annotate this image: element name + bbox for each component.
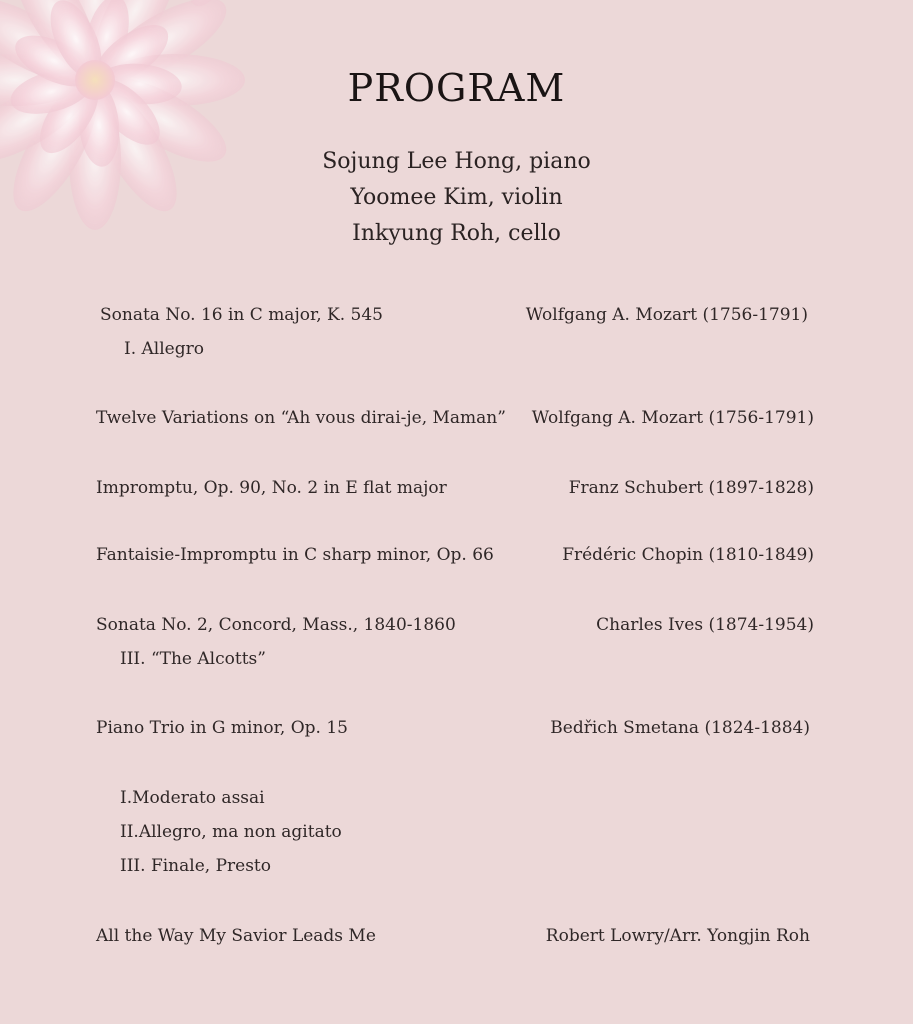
work-title: Fantaisie-Impromptu in C sharp minor, Op. 66 <box>96 545 494 565</box>
movement: I.Moderato assai <box>120 788 265 808</box>
movement: III. Finale, Presto <box>120 856 271 876</box>
program-item <box>96 608 814 676</box>
composer: Wolfgang A. Mozart (1756-1791) <box>525 305 808 325</box>
work-title: Twelve Variations on “Ah vous dirai-je, Maman” <box>96 408 506 428</box>
movement-list <box>96 781 814 883</box>
program-item <box>96 919 810 953</box>
performers-list <box>0 144 913 252</box>
composer: Frédéric Chopin (1810-1849) <box>562 545 814 565</box>
movement: II.Allegro, ma non agitato <box>120 822 342 842</box>
composer: Bedřich Smetana (1824-1884) <box>550 718 810 738</box>
performer-violin: Yoomee Kim, violin <box>350 185 563 210</box>
page-title: PROGRAM <box>347 66 566 110</box>
work-title: Sonata No. 16 in C major, K. 545 <box>100 305 383 325</box>
composer: Robert Lowry/Arr. Yongjin Roh <box>545 926 810 946</box>
performer-cello: Inkyung Roh, cello <box>352 221 561 246</box>
movement: I. Allegro <box>124 339 204 359</box>
movement: III. “The Alcotts” <box>120 649 266 669</box>
work-title: Piano Trio in G minor, Op. 15 <box>96 718 348 738</box>
program-item <box>96 538 814 572</box>
composer: Franz Schubert (1897-1828) <box>568 478 814 498</box>
composer: Wolfgang A. Mozart (1756-1791) <box>531 408 814 428</box>
program-item <box>96 471 814 505</box>
program-item <box>96 711 810 745</box>
program-item <box>96 401 814 435</box>
performer-piano: Sojung Lee Hong, piano <box>322 149 591 174</box>
program-item <box>100 298 808 366</box>
work-title: All the Way My Savior Leads Me <box>96 926 376 946</box>
work-title: Impromptu, Op. 90, No. 2 in E flat major <box>96 478 447 498</box>
composer: Charles Ives (1874-1954) <box>596 615 814 635</box>
work-title: Sonata No. 2, Concord, Mass., 1840-1860 <box>96 615 456 635</box>
